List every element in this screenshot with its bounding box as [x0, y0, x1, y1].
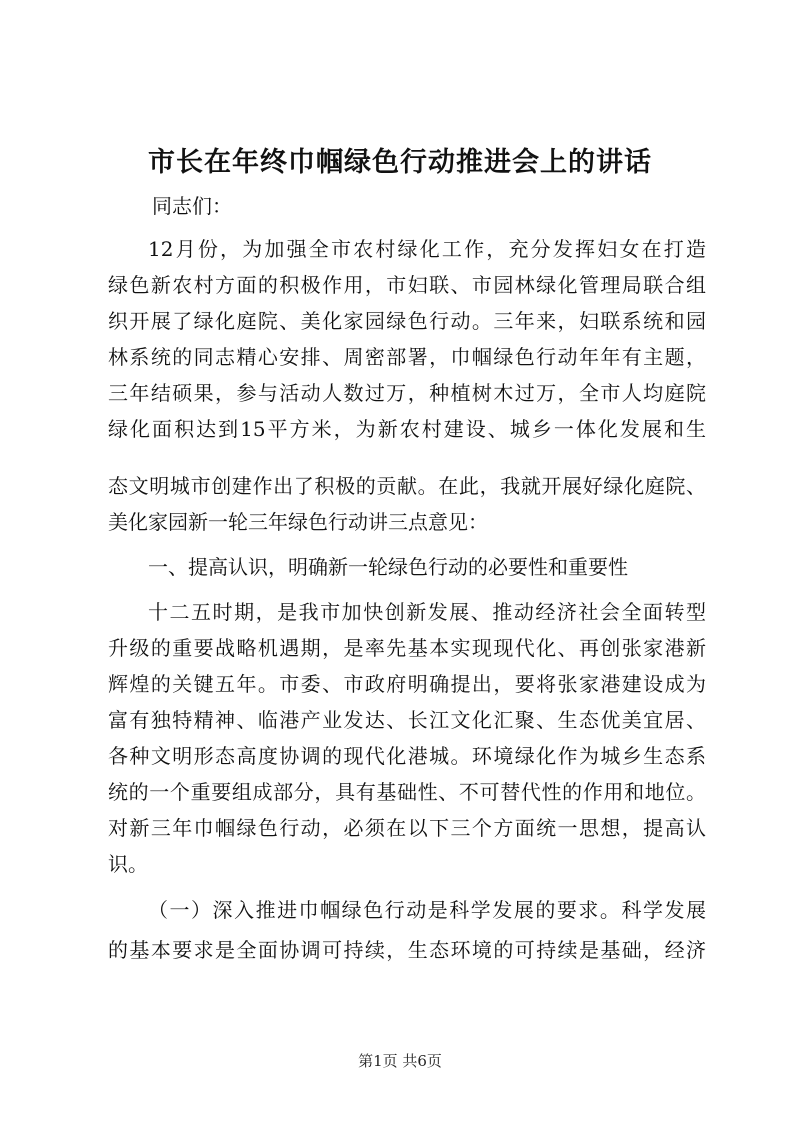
paragraph-line: 态文明城市创建作出了积极的贡献。在此，我就开展好绿化庭院、	[108, 474, 706, 498]
paragraph-line: 12月份，为加强全市农村绿化工作，充分发挥妇女在打造	[148, 237, 706, 261]
paragraph-line: 美化家园新一轮三年绿色行动讲三点意见：	[108, 510, 488, 534]
paragraph-line: 三年结硕果，参与活动人数过万，种植树木过万，全市人均庭院	[108, 381, 706, 405]
paragraph-line: 的基本要求是全面协调可持续，生态环境的可持续是基础，经济	[108, 938, 706, 962]
subsection-line: （一）深入推进巾帼绿色行动是科学发展的要求。科学发展	[148, 898, 706, 922]
paragraph-line: 各种文明形态高度协调的现代化港城。环境绿化作为城乡生态系	[108, 744, 706, 768]
salutation: 同志们：	[152, 194, 232, 218]
paragraph-line: 织开展了绿化庭院、美化家园绿色行动。三年来，妇联系统和园	[108, 309, 706, 333]
paragraph-line: 富有独特精神、临港产业发达、长江文化汇聚、生态优美宜居、	[108, 708, 706, 732]
paragraph-line: 对新三年巾帼绿色行动，必须在以下三个方面统一思想，提高认	[108, 816, 706, 840]
paragraph-line: 辉煌的关键五年。市委、市政府明确提出，要将张家港建设成为	[108, 672, 706, 696]
paragraph-line: 绿化面积达到15平方米，为新农村建设、城乡一体化发展和生	[108, 417, 706, 441]
document-title: 市长在年终巾帼绿色行动推进会上的讲话	[148, 147, 652, 178]
paragraph-line: 绿色新农村方面的积极作用，市妇联、市园林绿化管理局联合组	[108, 273, 706, 297]
paragraph-line: 升级的重要战略机遇期，是率先基本实现现代化、再创张家港新	[108, 636, 706, 660]
paragraph-line: 统的一个重要组成部分，具有基础性、不可替代性的作用和地位。	[108, 780, 706, 804]
paragraph-line: 林系统的同志精心安排、周密部署，巾帼绿色行动年年有主题，	[108, 345, 706, 369]
page-number: 第1页 共6页	[358, 1052, 442, 1070]
section-heading: 一、提高认识，明确新一轮绿色行动的必要性和重要性	[148, 555, 628, 579]
paragraph-line: 十二五时期，是我市加快创新发展、推动经济社会全面转型	[148, 600, 706, 624]
paragraph-line: 识。	[108, 852, 148, 876]
